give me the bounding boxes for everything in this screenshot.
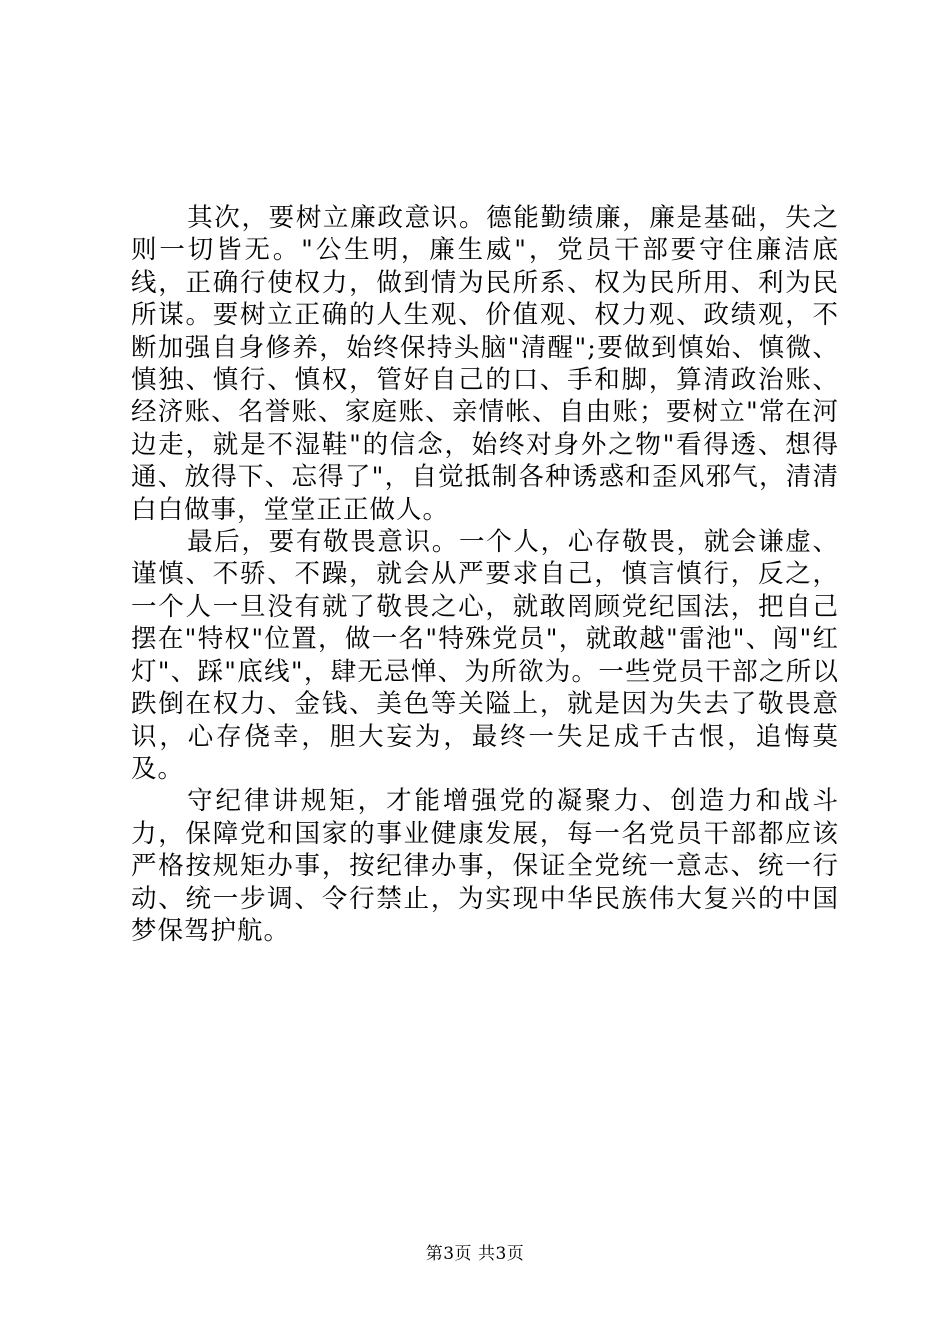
document-body <box>131 202 839 947</box>
paragraph-awe-awareness: 最后，要有敬畏意识。一个人，心存敬畏，就会谦虚、谨慎、不骄、不躁，就会从严要求自己，慎言慎行，反之，一个人一旦没有就了敬畏之心，就敢罔顾党纪国法，把自己摆在"特权"位置，做一名"特殊党员"，就敢越"雷池"、闯"红灯"、踩"底线"，肆无忌惮、为所欲为。一些党员干部之所以跌倒在权力、金钱、美色等关隘上，就是因为失去了敬畏意识，心存侥幸，胆大妄为，最终一失足成千古恨，追悔莫及。 <box>131 527 839 784</box>
page-number-footer: 第3页 共3页 <box>425 1244 525 1264</box>
paragraph-integrity-awareness: 其次，要树立廉政意识。德能勤绩廉，廉是基础，失之则一切皆无。"公生明，廉生威"，党员干部要守住廉洁底线，正确行使权力，做到情为民所系、权为民所用、利为民所谋。要树立正确的人生观、价值观、权力观、政绩观，不断加强自身修养，始终保持头脑"清醒";要做到慎始、慎微、慎独、慎行、慎权，管好自己的口、手和脚，算清政治账、经济账、名誉账、家庭账、亲情帐、自由账；要树立"常在河边走，就是不湿鞋"的信念，始终对身外之物"看得透、想得通、放得下、忘得了"，自觉抵制各种诱惑和歪风邪气，清清白白做事，堂堂正正做人。 <box>131 203 839 525</box>
paragraph-conclusion: 守纪律讲规矩，才能增强党的凝聚力、创造力和战斗力，保障党和国家的事业健康发展，每一名党员干部都应该严格按规矩办事，按纪律办事，保证全党统一意志、统一行动、统一步调、令行禁止，为实现中华民族伟大复兴的中国梦保驾护航。 <box>131 786 839 946</box>
